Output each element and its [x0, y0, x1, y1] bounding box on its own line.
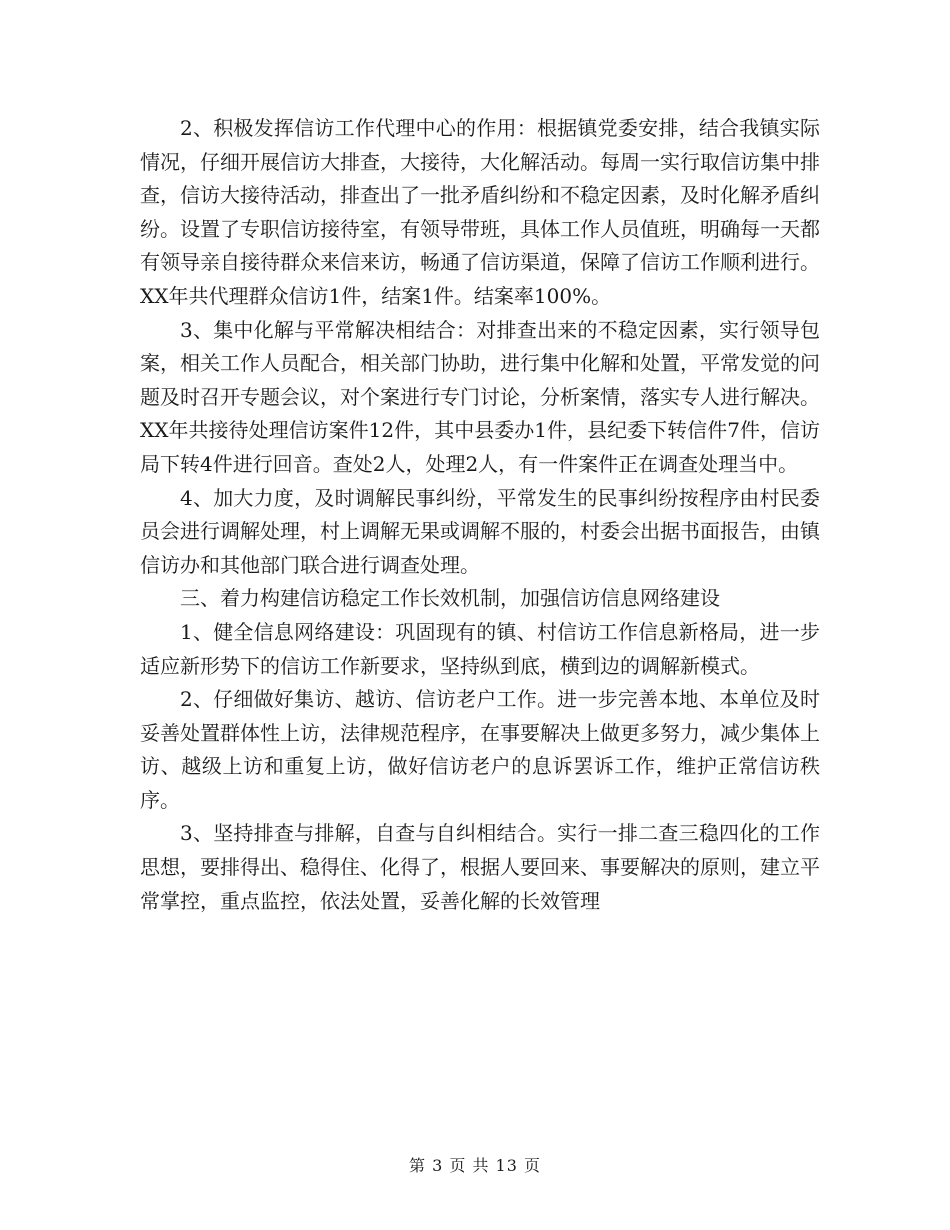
page-footer [0, 1153, 950, 1176]
paragraph-item-2: 2、积极发挥信访工作代理中心的作用：根据镇党委安排，结合我镇实际情况，仔细开展信访大排查，大接待，大化解活动。每周一实行取信访集中排查，信访大接待活动，排查出了一批矛盾纠纷和不稳定因素，及时化解矛盾纠纷。设置了专职信访接待室，有领导带班，具体工作人员值班，明确每一天都有领导亲自接待群众来信来访，畅通了信访渠道，保障了信访工作顺利进行。XX年共代理群众信访1件，结案1件。结案率100%。 [140, 116, 820, 308]
paragraph-network-3: 3、坚持排查与排解，自查与自纠相结合。实行一排二查三稳四化的工作思想，要排得出、稳得住、化得了，根据人要回来、事要解决的原则，建立平常掌控，重点监控，依法处置，妥善化解的长效管理 [140, 821, 820, 913]
paragraph-item-3: 3、集中化解与平常解决相结合：对排查出来的不稳定因素，实行领导包案，相关工作人员配合，相关部门协助，进行集中化解和处置，平常发觉的问题及时召开专题会议，对个案进行专门讨论，分析案情，落实专人进行解决。XX年共接待处理信访案件12件，其中县委办1件，县纪委下转信件7件，信访局下转4件进行回音。查处2人，处理2人，有一件案件正在调查处理当中。 [140, 317, 820, 476]
paragraph-network-1: 1、健全信息网络建设：巩固现有的镇、村信访工作信息新格局，进一步适应新形势下的信访工作新要求，坚持纵到底，横到边的调解新模式。 [140, 619, 820, 678]
page-number: 第 3 页 共 13 页 [409, 1156, 541, 1175]
paragraph-network-2: 2、仔细做好集访、越访、信访老户工作。进一步完善本地、本单位及时妥善处置群体性上访，法律规范程序，在事要解决上做更多努力，减少集体上访、越级上访和重复上访，做好信访老户的息诉罢诉工作，维护正常信访秩序。 [140, 687, 820, 812]
section-heading-three: 三、着力构建信访稳定工作长效机制，加强信访信息网络建设 [180, 586, 720, 611]
document-body [140, 112, 820, 918]
paragraph-item-4: 4、加大力度，及时调解民事纠纷，平常发生的民事纠纷按程序由村民委员会进行调解处理，村上调解无果或调解不服的，村委会出据书面报告，由镇信访办和其他部门联合进行调查处理。 [140, 485, 820, 577]
